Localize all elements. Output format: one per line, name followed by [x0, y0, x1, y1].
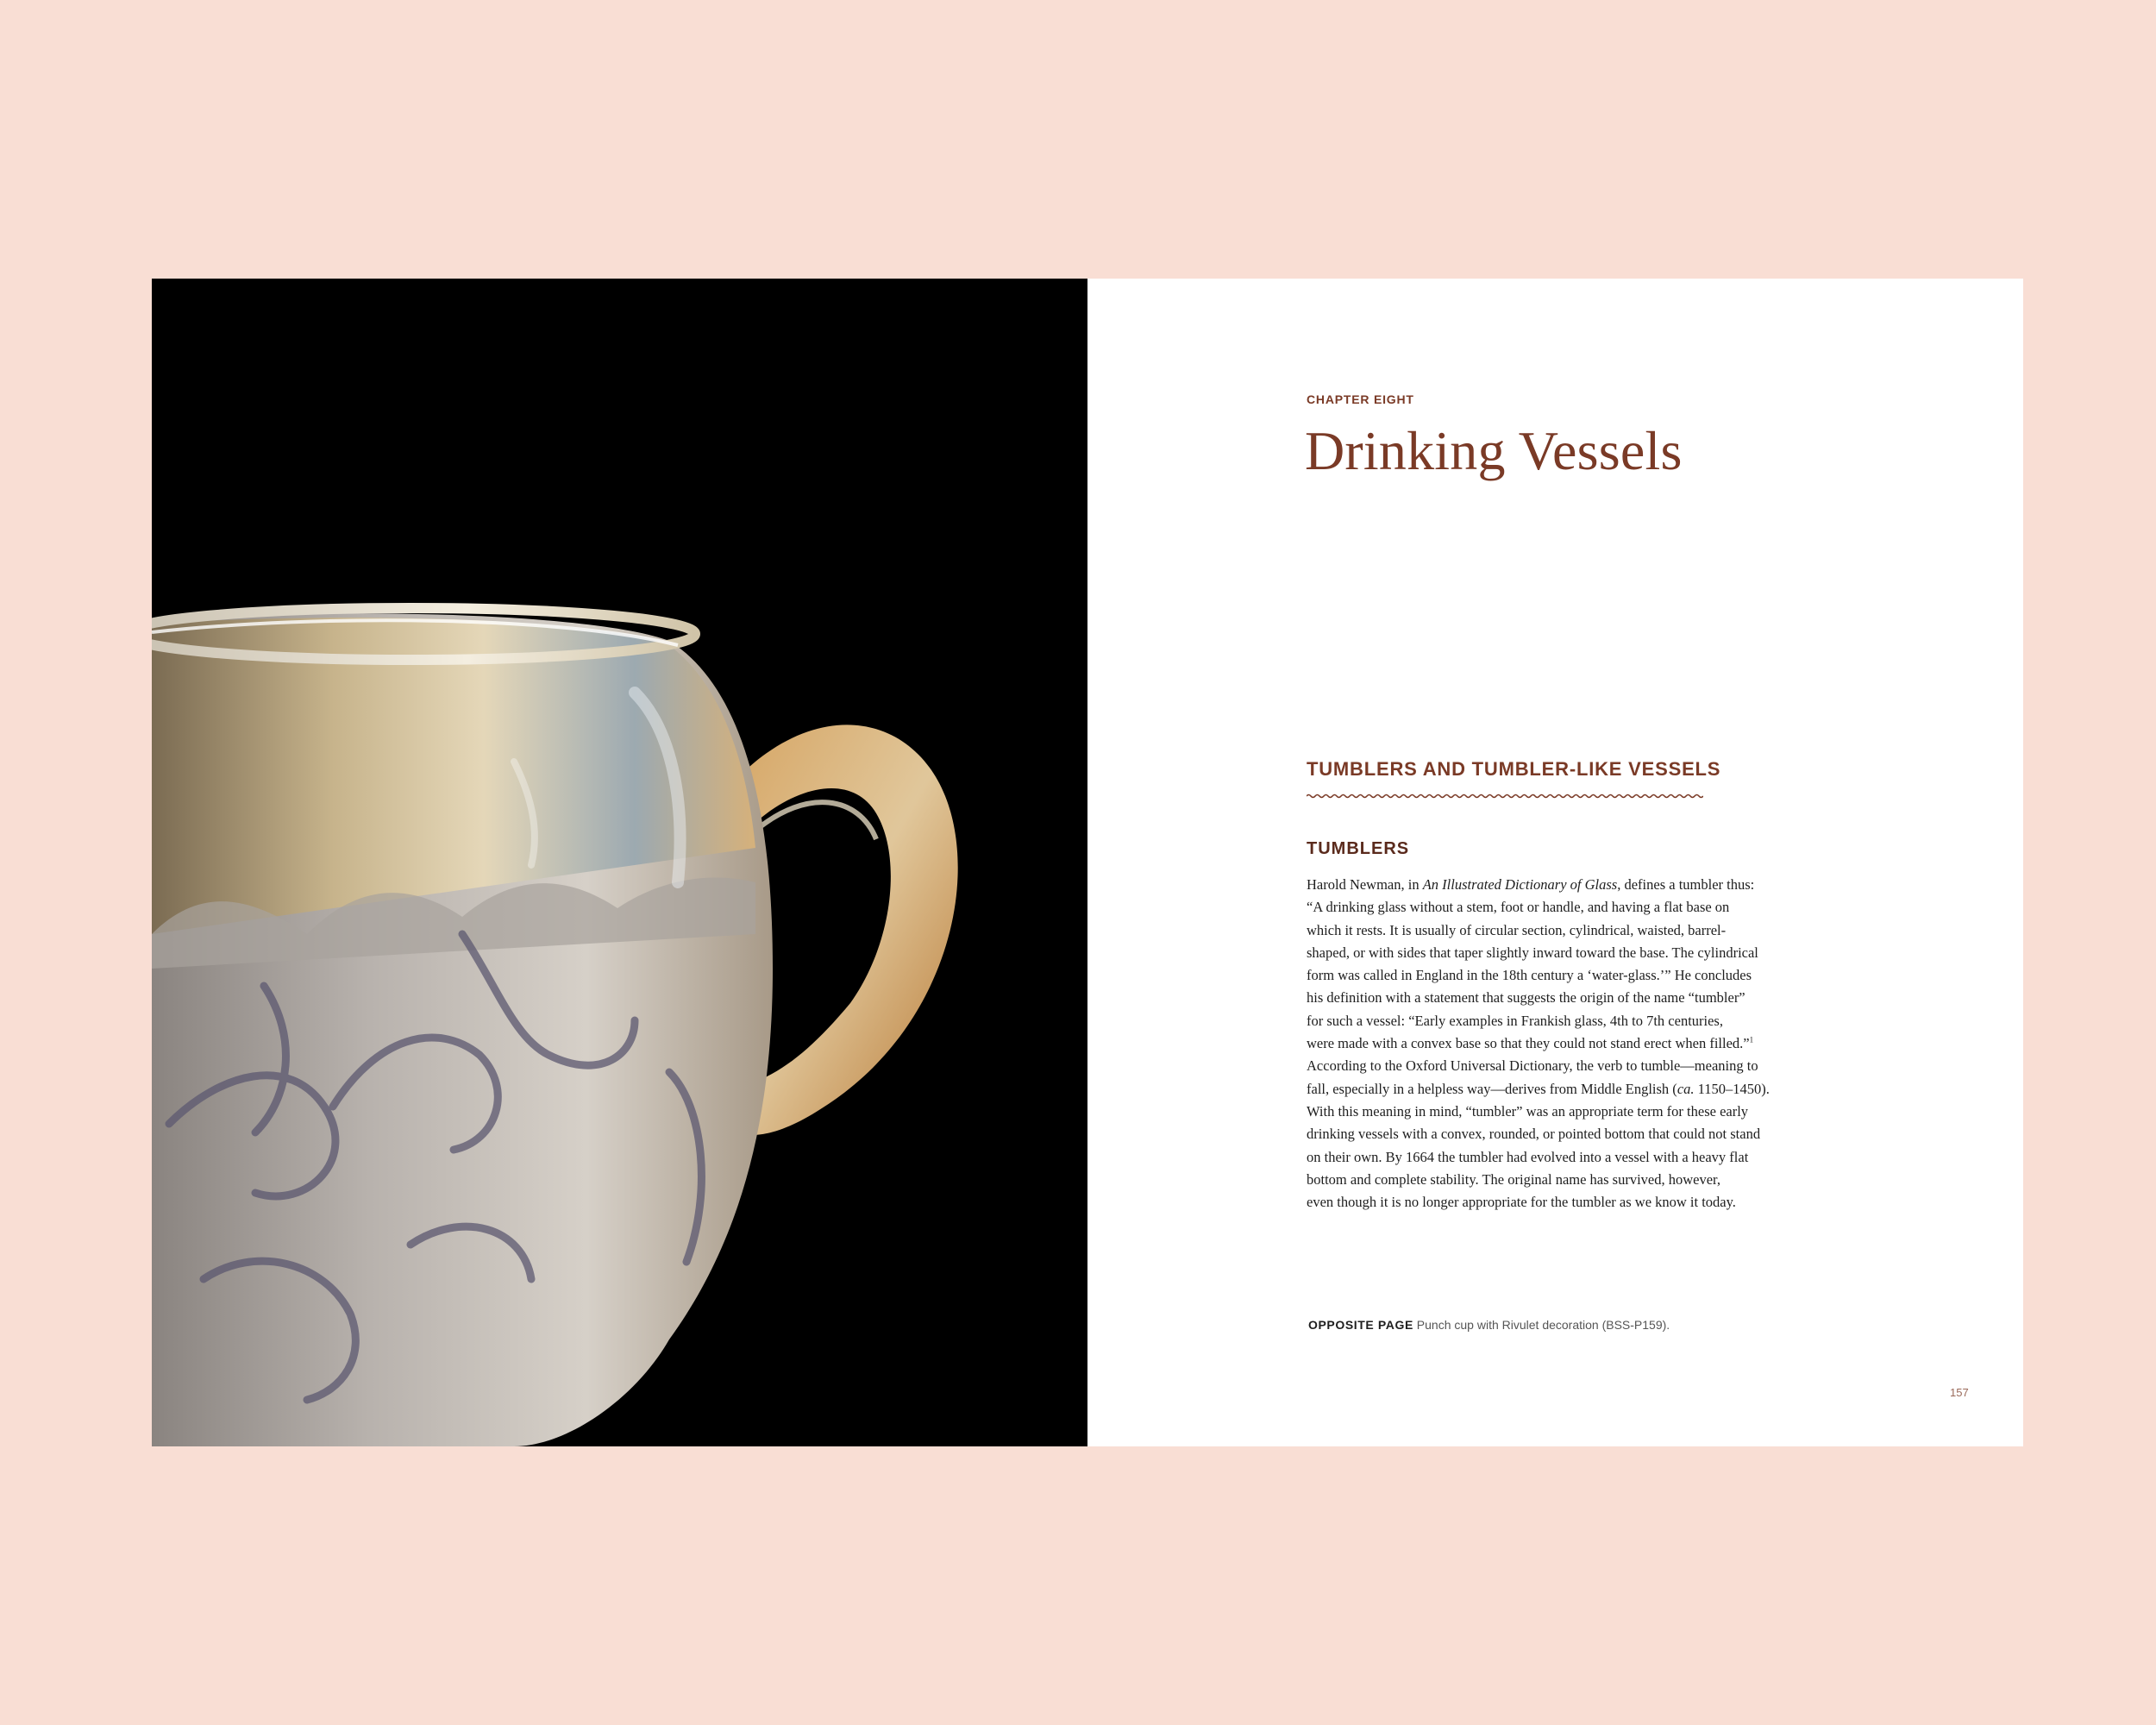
body-line: fall, especially in a helpless way—derives from Middle English (ca. 1150–1450).	[1307, 1080, 1770, 1097]
chapter-title: Drinking Vessels	[1305, 420, 1683, 481]
body-line: shaped, or with sides that taper slightly inward toward the base. The cylindrical	[1307, 944, 1758, 961]
footnote-marker: 1	[1749, 1035, 1754, 1044]
body-line: Harold Newman, in An Illustrated Dictionary of Glass, defines a tumbler thus:	[1307, 876, 1755, 893]
caption-label: OPPOSITE PAGE	[1308, 1318, 1413, 1332]
circa-italic: ca.	[1677, 1080, 1695, 1097]
punch-cup-photo	[152, 279, 1087, 1446]
page-number: 157	[1950, 1386, 1969, 1399]
book-spread	[152, 279, 2023, 1446]
body-line: form was called in England in the 18th century a ‘water-glass.’” He concludes	[1307, 967, 1752, 984]
body-line: With this meaning in mind, “tumbler” was an appropriate term for these early	[1307, 1102, 1749, 1120]
body-line: bottom and complete stability. The original name has survived, however,	[1307, 1170, 1721, 1188]
subheading-tumblers: TUMBLERS	[1307, 839, 1410, 858]
body-line: “A drinking glass without a stem, foot or handle, and having a flat base on	[1307, 899, 1730, 916]
left-page-photo	[152, 279, 1087, 1446]
body-line: According to the Oxford Universal Dictionary, the verb to tumble—meaning to	[1307, 1057, 1758, 1075]
body-line: were made with a convex base so that they could not stand erect when filled.”$^1$	[1307, 1035, 1754, 1052]
section-heading: TUMBLERS AND TUMBLER-LIKE VESSELS	[1307, 758, 1721, 780]
body-line: drinking vessels with a convex, rounded, or pointed bottom that could not stand	[1307, 1126, 1761, 1143]
body-line: his definition with a statement that suggests the origin of the name “tumbler”	[1307, 989, 1745, 1007]
caption-text: Punch cup with Rivulet decoration (BSS-P159).	[1413, 1318, 1670, 1332]
body-line: on their own. By 1664 the tumbler had evolved into a vessel with a heavy flat	[1307, 1148, 1749, 1165]
wavy-rule-divider	[1307, 791, 1703, 801]
body-line: for such a vessel: “Early examples in Frankish glass, 4th to 7th centuries,	[1307, 1012, 1723, 1029]
body-paragraph	[1307, 874, 1893, 1214]
chapter-label: CHAPTER EIGHT	[1307, 392, 1414, 406]
body-line: even though it is no longer appropriate for the tumbler as we know it today.	[1307, 1194, 1736, 1211]
photo-caption	[1308, 1318, 1670, 1332]
book-title-italic: An Illustrated Dictionary of Glass	[1422, 876, 1618, 893]
body-line: which it rests. It is usually of circular section, cylindrical, waisted, barrel-	[1307, 921, 1727, 938]
right-page	[1087, 279, 2023, 1446]
